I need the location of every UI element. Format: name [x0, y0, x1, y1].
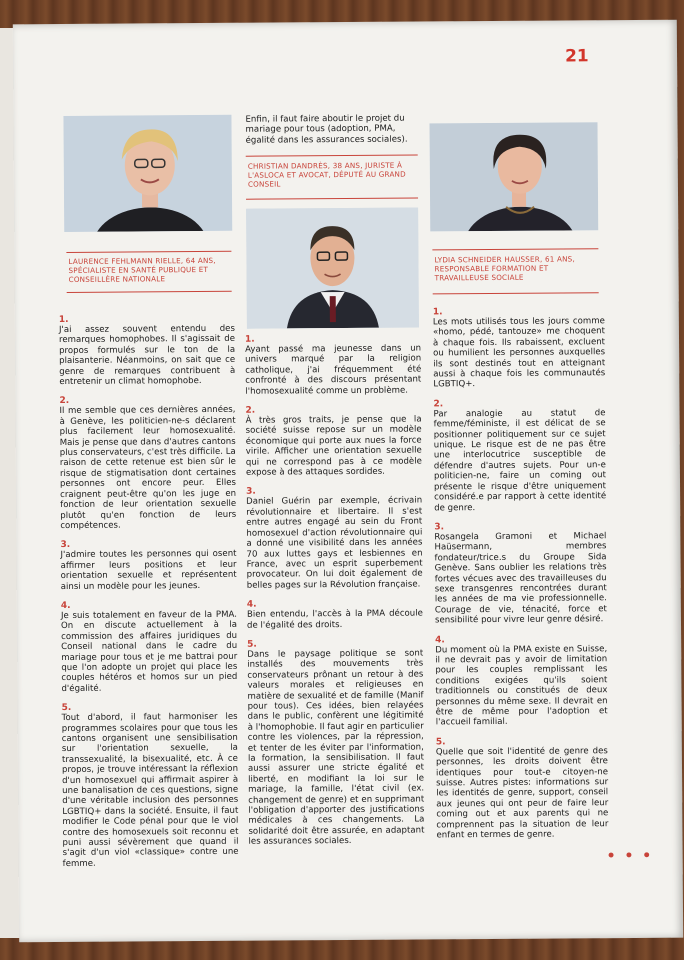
- answers-christian-column: [245, 333, 425, 856]
- caption-rule-top-left: [66, 251, 231, 253]
- intro-text: Enfin, il faut faire aboutir le projet du mariage pour tous (adoption, PMA, égalité dans les assurances sociales).: [245, 113, 408, 146]
- caption-rule-bottom-left: [67, 291, 232, 293]
- magazine-page: [13, 20, 683, 943]
- caption-laurence: LAURENCE FEHLMANN RIELLE, 64 ANS, SPÉCIALISTE EN SANTÉ PUBLIQUE ET CONSEILLÈRE NATIONALE: [68, 255, 216, 284]
- answer-1: 1. Ayant passé ma jeunesse dans un univers marqué par la religion catholique, j'ai fréquemment été confronté à des discours présentant l'homosexualité comme un problème.: [244, 334, 422, 397]
- answer-1: 1. J'ai assez souvent entendu des remarques homophobes. Il s'agissait de propos formulés sur le ton de la plaisanterie. Néanmoins, on sait que ce genre de remarques contribuent à entretenir un climat homophobe.: [58, 314, 236, 388]
- answer-4: 4. Bien entendu, l'accès à la PMA découle de l'égalité des droits.: [246, 599, 423, 631]
- woman-portrait-icon: [430, 122, 599, 231]
- caption-christian: CHRISTIAN DANDRÈS, 38 ANS, JURISTE À L'ASLOCA ET AVOCAT, DÉPUTÉ AU GRAND CONSEIL: [247, 160, 406, 189]
- man-portrait-icon: [246, 208, 419, 329]
- answer-4: 4. Du moment où la PMA existe en Suisse, il ne devrait pas y avoir de limitation pour les couples remplissant les conditions exigées qu'ils soient traditionnels ou constitués de deux personnes du même sexe. Il devrait en être de même pour l'adoption et l'accueil familial.: [435, 634, 608, 728]
- caption-rule-top-middle: [246, 155, 418, 157]
- answers-lydia-column: [433, 306, 609, 850]
- answer-5: 5. Quelle que soit l'identité de genre des personnes, les droits doivent être identiques pour tout-e citoyen-ne suisse. Autres pistes: informations sur les identités de genre, support, conseil aux jeunes qui ont peur de faire leur coming out et aux parents qui ne comprennent pas la situation de leur enfant en termes de genre.: [435, 737, 609, 841]
- answer-4: 4. Je suis totalement en faveur de la PMA. On en discute actuellement à la commission des affaires juridiques du Conseil national dans le cadre du mariage pour tous et je me battrai pour que l'on adopte un projet qui place les couples hétéros et homos sur un pied d'égalité.: [60, 600, 238, 694]
- caption-rule-bottom-right: [433, 292, 599, 294]
- end-mark: • • •: [606, 847, 654, 865]
- answer-2: 2. Il me semble que ces dernières années, à Genève, les politicien-ne-s déclarent plus facilement leur homosexualité. Mais je pense que dans d'autres cantons plus conservateurs, c'est très difficile. La raison de cette retenue est bien sûr le risque de stigmatisation dont certaines personnes ont encore peur. Elles craignent peut-être qu'on les juge en fonction de leur orientation sexuelle plutôt qu'en fonction de leurs compétences.: [59, 396, 237, 531]
- answer-2: 2. À très gros traits, je pense que la société suisse repose sur un modèle économique qui porte aux nues la force virile. Afficher une orientation sexuelle qui ne correspond pas à ce modèle expose à des attaques sordides.: [245, 405, 422, 478]
- answer-5: 5. Dans le paysage politique se sont installés des mouvements très conservateurs prônant un retour à des valeurs morales et religieuses en matière de sexualité et de famille (Manif pour tous). Ces idées, bien relayées dans le public, confèrent une légitimité à l'homophobie. Il faut agir en particulier contre les violences, par la répression, et tenter de les éviter par l'information, la formation, la sensibilisation. Il faut aussi assurer une stricte égalité et liberté, en modifiant la loi sur le mariage, la famille, l'état civil (ex. changement de genre) et en supprimant l'obligation d'apporter des justifications médicales à ces changements. La solidarité doit être assurée, en adaptant les assurances sociales.: [247, 639, 425, 847]
- caption-lydia: LYDIA SCHNEIDER HAUSSER, 61 ANS, RESPONSABLE FORMATION ET TRAVAILLEUSE SOCIALE: [434, 254, 575, 283]
- answer-3: 3. J'admire toutes les personnes qui osent affirmer leurs positions et leur orientation sexuelle et représentent ainsi un modèle pour les jeunes.: [60, 540, 237, 592]
- answer-3: 3. Daniel Guérin par exemple, écrivain révolutionnaire et libertaire. Il s'est entre autres engagé au sein du Front homosexuel d'action révolutionnaire qui a donné une visibilité dans les années 70 aux luttes gays et lesbiennes en France, avec un esprit superbement provocateur. On lui doit également de belles pages sur la Révolution française.: [246, 487, 423, 591]
- portrait-laurence-photo: [63, 115, 232, 232]
- answer-2: 2. Par analogie au statut de femme/féministe, il est délicat de se positionner politiquement sur ce sujet unique. Le risque est de ne pas être une interlocutrice susceptible de défendre d'autres sujets. Pour un-e politicien-ne, faire un coming out présente le risque d'être uniquement considéré.e par rapport à cette identité de genre.: [433, 399, 607, 513]
- answer-1: 1. Les mots utilisés tous les jours comme «homo, pédé, tantouze» me choquent à chaque fois. Ils rabaissent, excluent ou humilient les personnes auxquelles ils sont destinés tout en atteignant aussi à chaque fois les communautés LGBTIQ+.: [432, 307, 606, 390]
- portrait-lydia-photo: [430, 122, 599, 231]
- answers-laurence-column: [59, 314, 239, 878]
- answer-5: 5. Tout d'abord, il faut harmoniser les programmes scolaires pour que tous les cantons organisent une sensibilisation sur l'orientation sexuelle, la transsexualité, la bisexualité, etc. À ce propos, je trouve intéressant la réflexion d'un homosexuel qui affirmait aspirer à une banalisation de ces questions, signe d'une véritable inclusion des personnes LGBTIQ+ dans la société. Ensuite, il faut modifier le Code pénal pour que le viol contre des homosexuels soit reconnu et puni aussi sévèrement que quand il s'agit d'un viol «classique» contre une femme.: [61, 703, 239, 869]
- answer-3: 3. Rosangela Gramoni et Michael Haüsermann, membres fondateur/trice.s du Groupe Sida Genève. Sans oublier les relations très fortes vécues avec des travailleuses du sexe transgenres rencontrées durant les années de ma vie professionnelle. Courage de vie, ténacité, force et sensibilité pour vivre leur genre désiré.: [434, 522, 607, 626]
- woman-portrait-icon: [63, 115, 232, 232]
- caption-rule-top-right: [432, 248, 598, 250]
- caption-rule-bottom-middle: [246, 198, 418, 200]
- portrait-christian-photo: [246, 208, 419, 329]
- page-number: 21: [564, 46, 589, 67]
